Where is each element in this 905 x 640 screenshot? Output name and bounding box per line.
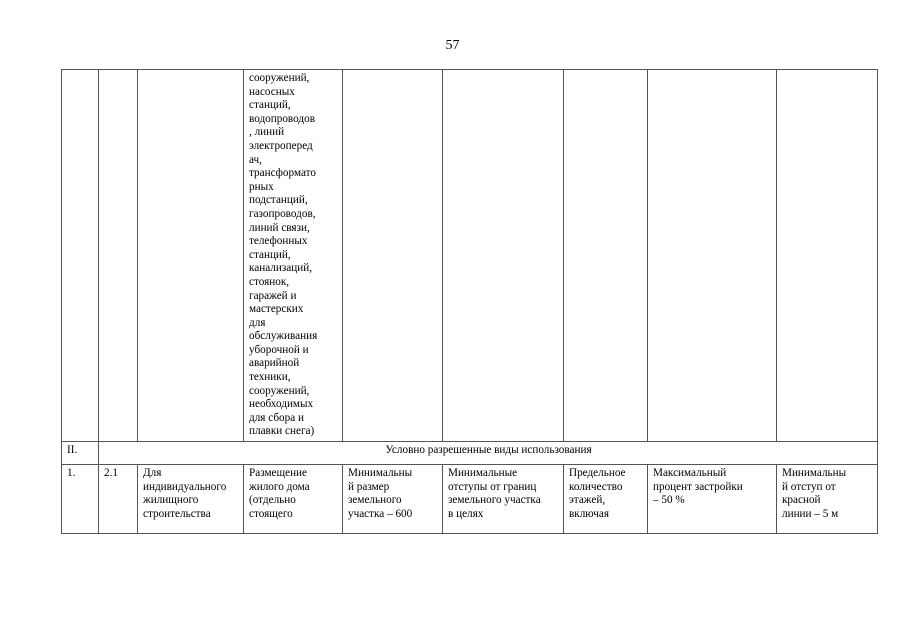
cell-use-type: [138, 70, 244, 442]
cell-setbacks: [443, 70, 564, 442]
cell-number: [62, 70, 99, 442]
section-number: II.: [62, 442, 99, 465]
cell-min-area: [343, 70, 443, 442]
table-row-continuation: [62, 70, 878, 442]
cell-red-line: [777, 70, 878, 442]
cell-setbacks: Минимальные отступы от границ земельного участка в целях: [443, 465, 564, 534]
cell-min-area: Минимальны й размер земельного участка – 600: [343, 465, 443, 534]
cell-code: 2.1: [99, 465, 138, 534]
cell-floors: [564, 70, 648, 442]
cell-floors: Предельное количество этажей, включая: [564, 465, 648, 534]
table-row-section: [62, 442, 878, 465]
cell-red-line: Минимальны й отступ от красной линии – 5 м: [777, 465, 878, 534]
section-title: Условно разрешенные виды использования: [99, 442, 878, 465]
table-row: [62, 465, 878, 534]
cell-description: сооружений, насосных станций, водопроводов , линий электроперед ач, трансформато рных подстанций, газопроводов, линий связи, телефонных станций, канализаций, стоянок, гаражей и мастерских для обслуживания уборочной и аварийной техники, сооружений, необходимых для сбора и плавки снега): [244, 70, 343, 442]
cell-description: Размещение жилого дома (отдельно стоящего: [244, 465, 343, 534]
page-number: 57: [445, 38, 460, 53]
cell-code: [99, 70, 138, 442]
cell-number: 1.: [62, 465, 99, 534]
cell-coverage: Максимальный процент застройки – 50 %: [648, 465, 777, 534]
land-use-table: [61, 69, 878, 534]
cell-use-type: Для индивидуального жилищного строительства: [138, 465, 244, 534]
cell-coverage: [648, 70, 777, 442]
